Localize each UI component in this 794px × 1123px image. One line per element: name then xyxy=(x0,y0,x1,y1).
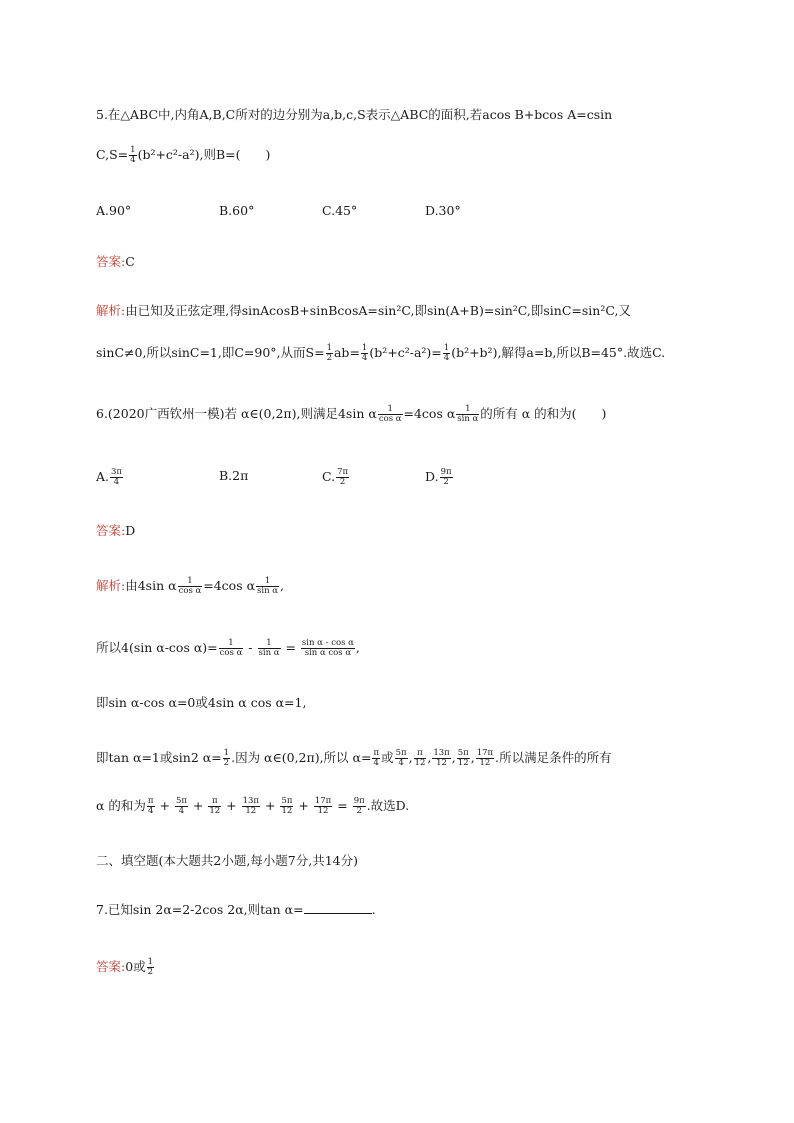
fraction xyxy=(314,797,332,816)
q6-answer xyxy=(96,522,135,540)
frac-den: 12 xyxy=(436,758,447,768)
frac-den: 4 xyxy=(443,353,450,363)
answer-label: 答案: xyxy=(96,959,126,974)
frac-num: π xyxy=(208,797,221,807)
answer-value: D xyxy=(125,523,136,538)
frac-num: 1 xyxy=(147,957,154,967)
q6-analysis-5: α 的和为 $\frac{\pi}{4}$ + $\frac{5\pi}{4}$ + $\frac{\pi}{12}$ + $\frac{13\pi}{12}$ + $\frac{5\pi}{12}$ + $\frac{17\pi}{12}$ = $\frac{9\pi}{2}$ .故选D. xyxy=(96,796,410,816)
frac-num: 13π xyxy=(242,796,260,806)
analysis-text: 或 xyxy=(381,750,394,765)
frac-den: 4 xyxy=(361,353,368,363)
root-fraction xyxy=(476,749,494,768)
q5-stem-2a: C,S= xyxy=(96,147,129,162)
answer-value: C xyxy=(125,254,135,269)
answer-label: 答案: xyxy=(96,523,126,538)
fraction xyxy=(219,639,244,658)
frac-num: 1 xyxy=(378,405,403,415)
frac-den: sin α cos α xyxy=(304,648,352,658)
fraction xyxy=(326,344,333,363)
answer-label: 答案: xyxy=(96,254,126,269)
frac-num: 1 xyxy=(256,577,279,587)
q6-analysis-4: 即tan α=1或sin2 α= $\frac{1}{2}$ .因为 α∈(0,2π),所以 α= $\frac{\pi}{4}$ 或 $\frac{5\pi}{4}$ , $\frac{\pi}{12}$ , $\frac{13\pi}{12}$ , $\frac{5\pi}{12}$ , $\frac{17\pi}{12}$ .所以满足条件的所有 xyxy=(96,748,612,768)
frac-den: 4 xyxy=(178,806,185,816)
fraction xyxy=(336,468,349,487)
fraction xyxy=(178,577,203,596)
analysis-text: ab= xyxy=(333,345,360,360)
fraction xyxy=(378,405,403,424)
q5-answer xyxy=(96,253,135,271)
fraction xyxy=(456,405,479,424)
frac-num: 1 xyxy=(258,639,281,649)
analysis-text: 即tan α=1或sin2 α= xyxy=(96,750,222,765)
frac-den: 4 xyxy=(130,155,136,165)
frac-den: 12 xyxy=(281,806,293,816)
q7-stem-a: 7.已知sin 2α=2-2cos 2α,则tan α= xyxy=(96,902,304,917)
q5-fraction xyxy=(129,146,136,165)
root-fraction xyxy=(432,749,450,768)
fraction xyxy=(242,797,260,816)
q6-analysis-1 xyxy=(96,577,284,596)
q7-stem xyxy=(96,901,376,919)
analysis-text: (b²+c²-a²)= xyxy=(369,345,442,360)
q5-stem-1: 5.在△ABC中,内角A,B,C所对的边分别为a,b,c,S表示△ABC的面积,若acos B+bcos A=csin xyxy=(96,107,613,122)
analysis-label: 解析: xyxy=(96,303,126,318)
frac-den: 4 xyxy=(398,758,404,768)
frac-num: π xyxy=(373,748,380,758)
option-label: A. xyxy=(96,469,110,484)
frac-num: 5π xyxy=(281,796,293,806)
frac-den: 12 xyxy=(457,758,469,768)
option-label: B.2π xyxy=(219,468,249,483)
analysis-text: 由已知及正弦定理,得sinAcosB+sinBcosA=sin²C,即sin(A+B)=sin²C,即sinC=sin²C,又 xyxy=(125,303,631,318)
q6-option-c xyxy=(322,468,350,487)
analysis-text: .故选D. xyxy=(366,798,410,813)
frac-den: 12 xyxy=(245,806,257,816)
frac-num: 1 xyxy=(130,145,136,155)
q6-stem-c: 的所有 α 的和为( ) xyxy=(480,406,607,421)
fraction xyxy=(256,577,279,596)
frac-den: 2 xyxy=(356,806,362,816)
fraction xyxy=(175,797,188,816)
q6-stem xyxy=(96,405,606,424)
fraction xyxy=(147,958,154,977)
analysis-text: =4cos α xyxy=(203,578,256,593)
frac-num: 1 xyxy=(219,639,244,649)
frac-den: 4 xyxy=(373,758,379,768)
frac-num: 9π xyxy=(353,796,365,806)
option-label: D. xyxy=(425,469,439,484)
frac-den: cos α xyxy=(219,648,243,658)
q5-option-a: A.90° xyxy=(96,203,132,218)
frac-den: 4 xyxy=(148,806,154,816)
frac-den: 2 xyxy=(443,477,449,487)
q6-option-b xyxy=(219,468,248,483)
q5-option-d: D.30° xyxy=(425,203,461,218)
q5-line-1 xyxy=(96,106,612,124)
fraction xyxy=(443,344,450,363)
frac-num: sin α - cos α xyxy=(301,638,354,648)
q7-answer xyxy=(96,958,155,977)
frac-den: 2 xyxy=(326,353,332,363)
frac-num: 7π xyxy=(337,467,349,477)
frac-den: 2 xyxy=(223,758,230,768)
fraction xyxy=(258,639,281,658)
analysis-text: .因为 α∈(0,2π),所以 α= xyxy=(231,750,372,765)
frac-num: 13π xyxy=(433,748,450,758)
q6-analysis-3 xyxy=(96,694,306,712)
fraction xyxy=(353,797,366,816)
frac-den: 4 xyxy=(113,477,120,487)
fraction xyxy=(223,749,230,768)
q5-analysis-2 xyxy=(96,344,665,363)
section-heading: 二、填空题(本大题共2小题,每小题7分,共14分) xyxy=(96,853,359,868)
frac-num: 1 xyxy=(456,405,479,415)
answer-blank xyxy=(304,901,372,914)
fraction xyxy=(301,639,355,658)
frac-den: 12 xyxy=(479,758,491,768)
analysis-text: α 的和为 xyxy=(96,798,146,813)
frac-num: π xyxy=(414,749,427,759)
frac-num: 1 xyxy=(326,343,332,353)
frac-num: 5π xyxy=(395,748,407,758)
analysis-text: - xyxy=(244,640,257,655)
root-fraction xyxy=(395,749,408,768)
q6-stem-a: 6.(2020广西钦州一模)若 α∈(0,2π),则满足4sin α xyxy=(96,406,377,421)
q5-stem-2b: (b²+c²-a²),则B=( ) xyxy=(137,147,271,162)
fraction xyxy=(110,468,123,487)
frac-den: 12 xyxy=(209,806,221,816)
fraction xyxy=(147,797,155,816)
fraction xyxy=(208,797,221,816)
frac-den: 12 xyxy=(414,758,426,768)
frac-num: 17π xyxy=(314,796,332,806)
q6-option-a xyxy=(96,468,124,487)
q6-stem-b: =4cos α xyxy=(403,406,456,421)
frac-num: 17π xyxy=(476,748,494,758)
analysis-text: 由4sin α xyxy=(125,578,177,593)
q5-line-2 xyxy=(96,146,270,165)
fraction xyxy=(280,797,293,816)
analysis-text: = xyxy=(281,640,300,655)
frac-num: 5π xyxy=(457,748,469,758)
frac-num: π xyxy=(147,796,154,806)
q6-analysis-2 xyxy=(96,639,360,658)
frac-num: 9π xyxy=(440,467,452,477)
analysis-text: , xyxy=(280,578,285,593)
frac-den: 2 xyxy=(339,477,346,487)
frac-den: sin α xyxy=(457,414,479,424)
frac-num: 3π xyxy=(111,467,123,477)
fraction xyxy=(361,344,368,363)
fraction xyxy=(440,468,453,487)
frac-num: 1 xyxy=(361,343,368,353)
frac-num: 1 xyxy=(223,748,230,758)
analysis-text: sinC≠0,所以sinC=1,即C=90°,从而S= xyxy=(96,345,325,360)
analysis-label: 解析: xyxy=(96,578,126,593)
frac-num: 5π xyxy=(175,796,187,806)
frac-den: 2 xyxy=(147,967,154,977)
frac-den: cos α xyxy=(178,586,202,596)
frac-den: cos α xyxy=(378,414,402,424)
frac-num: 1 xyxy=(178,577,203,587)
q5-option-c: C.45° xyxy=(322,203,358,218)
frac-num: 1 xyxy=(443,343,450,353)
frac-den: 12 xyxy=(317,806,329,816)
q7-stem-b: . xyxy=(371,902,376,917)
analysis-text: .所以满足条件的所有 xyxy=(495,750,612,765)
root-fraction xyxy=(457,749,470,768)
q6-option-d xyxy=(425,468,454,487)
q5-analysis-1 xyxy=(96,302,631,320)
analysis-text: , xyxy=(355,640,360,655)
root-fraction xyxy=(414,749,427,768)
frac-den: sin α xyxy=(257,586,279,596)
analysis-text: 所以4(sin α-cos α)= xyxy=(96,640,218,655)
root-fraction xyxy=(372,749,380,768)
q5-option-b: B.60° xyxy=(219,203,255,218)
analysis-text: (b²+b²),解得a=b,所以B=45°.故选C. xyxy=(451,345,666,360)
answer-value: 0或 xyxy=(125,959,146,974)
option-label: C. xyxy=(322,469,336,484)
frac-den: sin α xyxy=(258,648,280,658)
analysis-text: 即sin α-cos α=0或4sin α cos α=1, xyxy=(96,695,307,710)
